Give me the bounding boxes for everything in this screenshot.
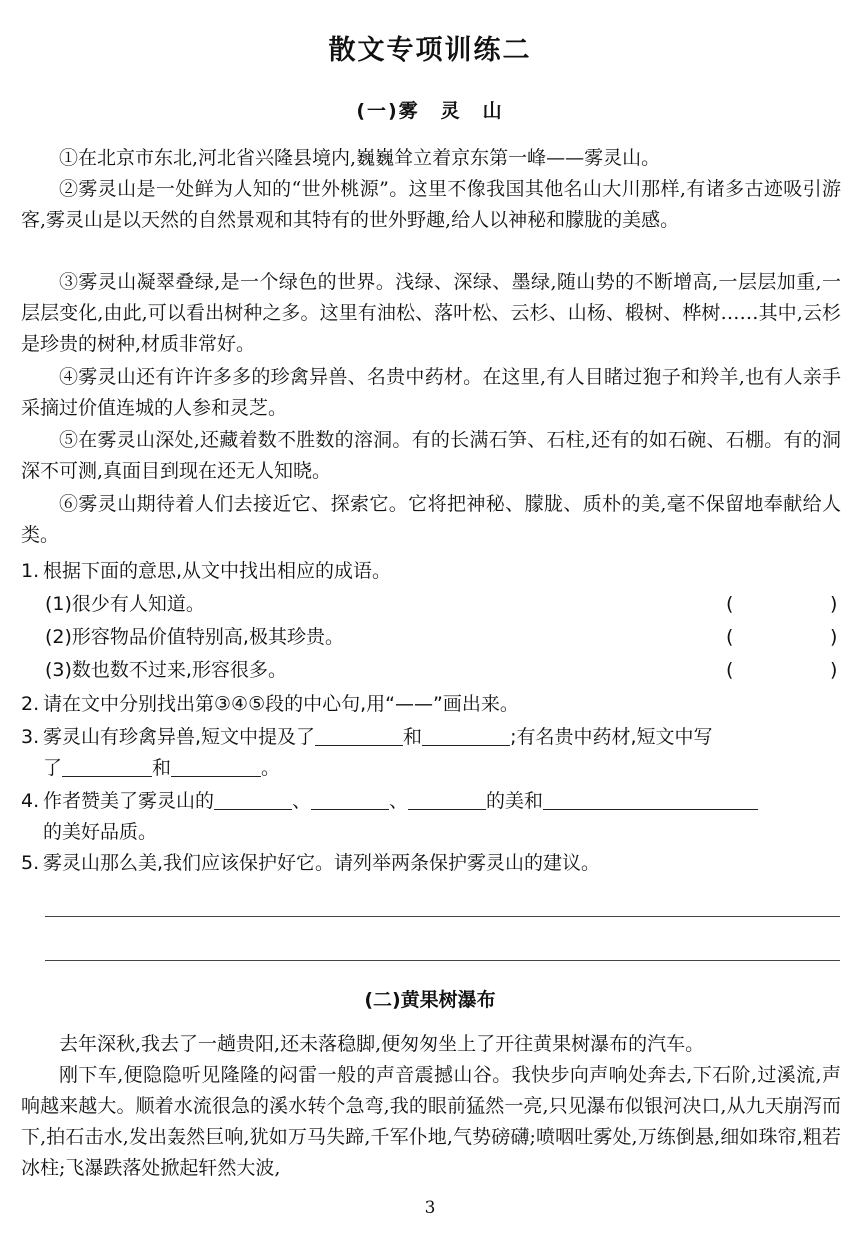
item-text: (3)数也数不过来,形容很多。 <box>45 659 287 681</box>
page-title: 散文专项训练二 <box>328 35 532 66</box>
question-text: 作者赞美了雾灵山的 <box>43 790 215 812</box>
question-text: 的美和 <box>486 790 544 812</box>
question-text: 雾灵山有珍禽异兽,短文中提及了 <box>43 726 316 748</box>
section-2-title: (二)黄果树瀑布 <box>364 989 496 1011</box>
page-number: 3 <box>424 1198 436 1218</box>
answer-paren-right: ) <box>830 659 838 681</box>
question-5 <box>21 848 841 879</box>
question-text: 了 <box>43 757 63 779</box>
answer-blank[interactable] <box>543 787 758 810</box>
question-number: 3. <box>21 726 40 748</box>
question-text: 。 <box>261 757 281 779</box>
question-1-item-1 <box>45 589 841 620</box>
question-2 <box>21 689 841 720</box>
question-text: 、 <box>389 790 409 812</box>
paragraph-2: 刚下车,便隐隐听见隆隆的闷雷一般的声音震撼山谷。我快步向声响处奔去,下石阶,过溪流,声响越来越大。顺着水流很急的溪水转个急弯,我的眼前猛然一亮,只见瀑布似银河决口,从九天崩泻而下,拍石击水,发出轰然巨响,犹如万马失蹄,千军仆地,气势磅礴;喷咽吐雾处,万练倒悬,细如珠帘,粗若冰柱;飞瀑跌落处掀起轩然大波, <box>21 1064 841 1179</box>
paragraph-5: ⑤在雾灵山深处,还藏着数不胜数的溶洞。有的长满石笋、石柱,还有的如石碗、石棚。有的洞深不可测,真面目到现在还无人知晓。 <box>21 429 841 482</box>
question-3 <box>21 722 841 784</box>
answer-line[interactable] <box>45 916 840 917</box>
question-text: 雾灵山那么美,我们应该保护好它。请列举两条保护雾灵山的建议。 <box>43 852 601 874</box>
answer-line[interactable] <box>45 960 840 961</box>
question-4 <box>21 786 841 848</box>
question-text: 根据下面的意思,从文中找出相应的成语。 <box>43 560 392 582</box>
answer-blank[interactable] <box>422 723 510 746</box>
paragraph-6: ⑥雾灵山期待着人们去接近它、探索它。它将把神秘、朦胧、质朴的美,毫不保留地奉献给人类。 <box>21 493 841 546</box>
answer-blank[interactable] <box>214 787 292 810</box>
question-1-item-2 <box>45 622 841 653</box>
question-text: 和 <box>403 726 423 748</box>
question-text: 请在文中分别找出第③④⑤段的中心句,用“——”画出来。 <box>43 693 519 715</box>
paragraph-2: ②雾灵山是一处鲜为人知的“世外桃源”。这里不像我国其他名山大川那样,有诸多古迹吸引游客,雾灵山是以天然的自然景观和其特有的世外野趣,给人以神秘和朦胧的美感。 <box>21 178 841 231</box>
question-text: 、 <box>292 790 312 812</box>
item-text: (2)形容物品价值特别高,极其珍贵。 <box>45 626 344 648</box>
answer-blank[interactable] <box>315 723 403 746</box>
question-text: 的美好品质。 <box>43 821 158 843</box>
section-1-title: (一)雾 灵 山 <box>356 100 504 122</box>
answer-paren-left[interactable]: ( <box>726 659 734 681</box>
answer-blank[interactable] <box>408 787 486 810</box>
question-1 <box>21 556 841 587</box>
question-number: 1. <box>21 560 40 582</box>
answer-blank[interactable] <box>311 787 389 810</box>
question-number: 5. <box>21 852 40 874</box>
paragraph-3: ③雾灵山凝翠叠绿,是一个绿色的世界。浅绿、深绿、墨绿,随山势的不断增高,一层层加重,一层层变化,由此,可以看出树种之多。这里有油松、落叶松、云杉、山杨、椴树、桦树……其中,云杉是珍贵的树种,材质非常好。 <box>21 271 841 355</box>
paragraph-1: ①在北京市东北,河北省兴隆县境内,巍巍耸立着京东第一峰——雾灵山。 <box>59 147 661 169</box>
answer-paren-left[interactable]: ( <box>726 626 734 648</box>
question-text: ;有名贵中药材,短文中写 <box>510 726 713 748</box>
question-number: 4. <box>21 790 40 812</box>
question-1-item-3 <box>45 655 841 686</box>
answer-paren-right: ) <box>830 593 838 615</box>
question-number: 2. <box>21 693 40 715</box>
answer-blank[interactable] <box>62 754 152 777</box>
paragraph-4: ④雾灵山还有许许多多的珍禽异兽、名贵中药材。在这里,有人目睹过狍子和羚羊,也有人亲手采摘过价值连城的人参和灵芝。 <box>21 366 841 419</box>
answer-paren-right: ) <box>830 626 838 648</box>
answer-paren-left[interactable]: ( <box>726 593 734 615</box>
paragraph-1: 去年深秋,我去了一趟贵阳,还未落稳脚,便匆匆坐上了开往黄果树瀑布的汽车。 <box>59 1033 705 1055</box>
item-text: (1)很少有人知道。 <box>45 593 205 615</box>
answer-blank[interactable] <box>171 754 261 777</box>
question-text: 和 <box>152 757 172 779</box>
